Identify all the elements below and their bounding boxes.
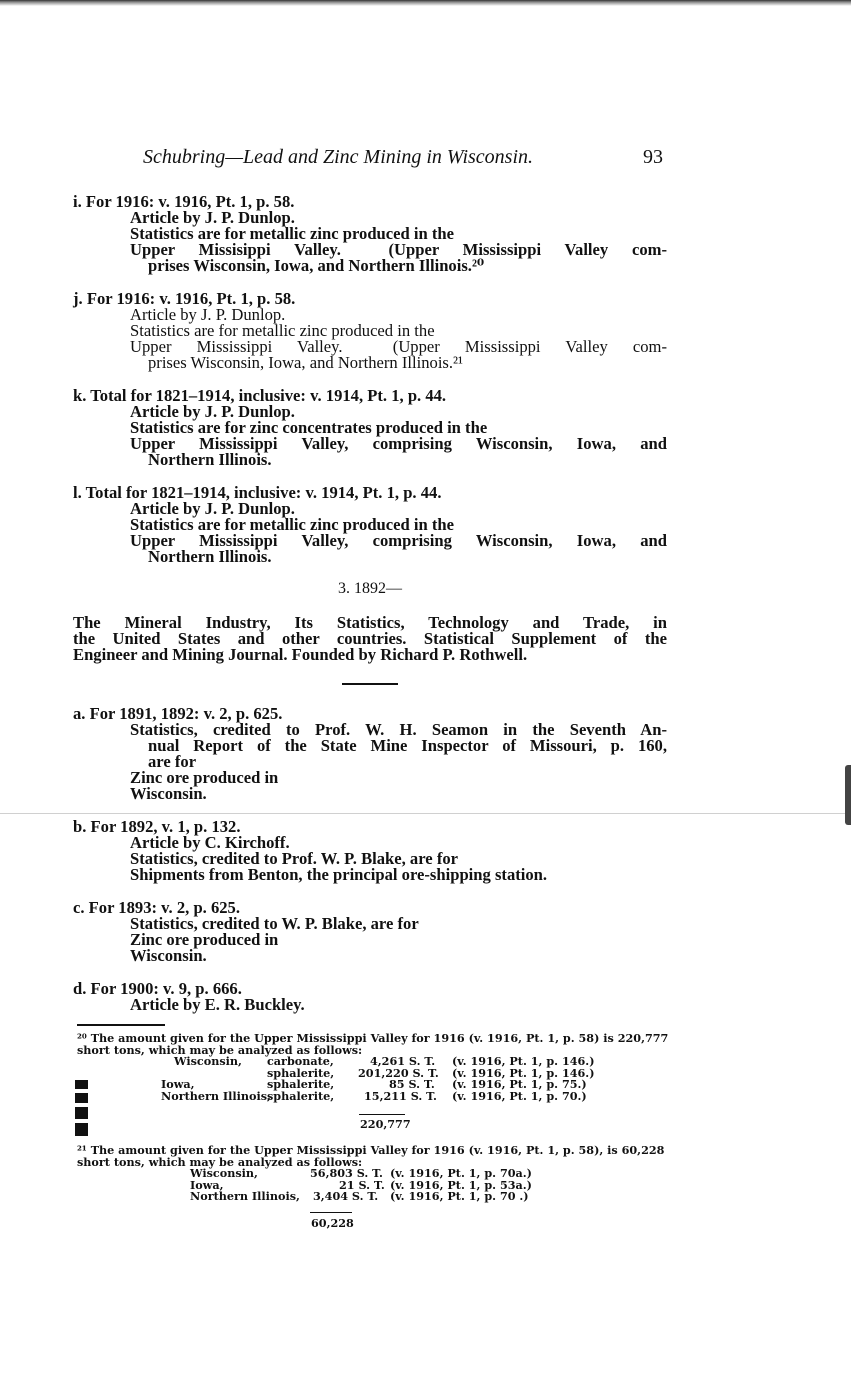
entry-line: Wisconsin. (130, 784, 207, 803)
page-body (73, 194, 667, 1013)
footnote-rule (77, 1024, 165, 1026)
entry-line: Statistics are for metallic zinc produced in the (130, 515, 454, 534)
sum-rule (359, 1114, 405, 1115)
list-item (73, 981, 667, 1013)
entry-line: Zinc ore produced in (130, 768, 279, 787)
footnote-table (77, 1054, 672, 1131)
entry-citation: l. Total for 1821–1914, inclusive: v. 1914, Pt. 1, p. 44. (73, 483, 442, 502)
entry-line: Upper Missisippi Valley. (Upper Mississippi Valley com- (130, 240, 667, 259)
entry-line: Upper Mississippi Valley, comprising Wisconsin, Iowa, and (130, 434, 667, 453)
entry-citation: k. Total for 1821–1914, inclusive: v. 1914, Pt. 1, p. 44. (73, 386, 447, 405)
footnote-20 (77, 1031, 672, 1131)
entry-line: Zinc ore produced in (130, 930, 279, 949)
table-cell: 4,261 S. T. (370, 1054, 436, 1068)
entry-line: Upper Mississippi Valley. (Upper Mississippi Valley com- (130, 337, 667, 356)
table-cell: 201,220 S. T. (358, 1065, 439, 1080)
table-cell: Iowa, (190, 1177, 224, 1192)
table-cell: (v. 1916, Pt. 1, p. 70 .) (390, 1189, 529, 1203)
entry-line: Article by J. P. Dunlop. (130, 402, 295, 421)
entry-line: Article by C. Kirchoff. (130, 833, 290, 852)
entry-line: Statistics are for zinc concentrates produced in the (130, 418, 488, 437)
entry-line: Northern Illinois. (148, 547, 272, 566)
entry-line: Shipments from Benton, the principal ore-shipping station. (130, 865, 548, 884)
footnote-21 (77, 1143, 672, 1230)
footnote-text: ²⁰ The amount given for the Upper Mississippi Valley for 1916 (v. 1916, Pt. 1, p. 58) is 220,777 (77, 1031, 669, 1045)
sum-rule (310, 1212, 352, 1213)
page-number: 93 (643, 146, 663, 168)
list-item (73, 819, 667, 883)
table-cell: Northern Illinois, (161, 1088, 271, 1103)
entry-line: Statistics, credited to Prof. W. H. Seamon in the Seventh An- (130, 720, 667, 739)
total-value: 60,228 (311, 1216, 354, 1230)
entry-citation: i. For 1916: v. 1916, Pt. 1, p. 58. (73, 192, 295, 211)
pub-line: The Mineral Industry, Its Statistics, Technology and Trade, in (73, 613, 667, 632)
table-cell: (v. 1916, Pt. 1, p. 146.) (452, 1065, 595, 1080)
total-value: 220,777 (360, 1117, 411, 1131)
pub-line: the United States and other countries. Statistical Supplement of the (73, 629, 667, 648)
scan-edge-mark (845, 765, 851, 825)
list-item (73, 291, 667, 371)
entry-line: Article by J. P. Dunlop. (130, 208, 295, 227)
list-item (73, 706, 667, 802)
footnote-table (77, 1166, 672, 1230)
entry-line: prises Wisconsin, Iowa, and Northern Illinois.²¹ (148, 353, 463, 372)
table-row (77, 1191, 672, 1203)
table-cell: 56,803 S. T. (310, 1166, 383, 1180)
list-item (73, 194, 667, 274)
list-item (73, 485, 667, 565)
table-row (77, 1088, 672, 1103)
entry-line: Article by J. P. Dunlop. (130, 499, 295, 518)
footnote-text: ²¹ The amount given for the Upper Mississippi Valley for 1916 (v. 1916, Pt. 1, p. 58), is 60,228 (77, 1143, 665, 1157)
entry-line: Article by J. P. Dunlop. (130, 305, 286, 324)
table-cell: carbonate, (267, 1054, 334, 1068)
table-cell: 15,211 S. T. (364, 1088, 437, 1103)
entry-line: are for (148, 752, 197, 771)
entry-citation: a. For 1891, 1892: v. 2, p. 625. (73, 704, 283, 723)
running-title: Schubring—Lead and Zinc Mining in Wisconsin. (143, 146, 533, 168)
pub-line: Engineer and Mining Journal. Founded by Richard P. Rothwell. (73, 645, 528, 664)
entry-line: nual Report of the State Mine Inspector of Missouri, p. 160, (148, 736, 667, 755)
entry-line: Statistics, credited to Prof. W. P. Blake, are for (130, 849, 459, 868)
table-cell: sphalerite, (267, 1077, 335, 1091)
publication-title (73, 615, 667, 663)
list-item (73, 900, 667, 964)
entry-citation: c. For 1893: v. 2, p. 625. (73, 898, 241, 917)
table-cell: 21 S. T. (339, 1177, 385, 1192)
entry-line: Wisconsin. (130, 946, 207, 965)
table-cell: (v. 1916, Pt. 1, p. 75.) (452, 1077, 587, 1091)
entry-line: prises Wisconsin, Iowa, and Northern Illinois.²⁰ (148, 256, 485, 275)
entry-line: Northern Illinois. (148, 450, 272, 469)
table-cell: 85 S. T. (389, 1077, 435, 1091)
entry-citation: b. For 1892, v. 1, p. 132. (73, 817, 241, 836)
scan-top-edge (0, 0, 851, 6)
footnote-text: short tons, which may be analyzed as follows: (77, 1154, 363, 1169)
table-cell: Northern Illinois, (190, 1189, 300, 1203)
footnote-text: short tons, which may be analyzed as follows: (77, 1042, 363, 1057)
entry-line: Statistics are for metallic zinc produced in the (130, 224, 454, 243)
table-cell: (v. 1916, Pt. 1, p. 53a.) (390, 1177, 532, 1192)
table-cell: (v. 1916, Pt. 1, p. 146.) (452, 1054, 595, 1068)
list-item (73, 388, 667, 468)
entry-line: Article by E. R. Buckley. (130, 995, 305, 1014)
entry-line: Statistics are for metallic zinc produced in the (130, 321, 435, 340)
table-cell: (v. 1916, Pt. 1, p. 70.) (452, 1088, 587, 1103)
table-cell: Wisconsin, (174, 1054, 242, 1068)
table-cell: Wisconsin, (190, 1166, 258, 1180)
page-header (143, 146, 663, 176)
section-divider (342, 683, 398, 685)
table-cell: sphalerite, (267, 1065, 335, 1080)
entry-citation: d. For 1900: v. 9, p. 666. (73, 979, 242, 998)
section-heading: 3. 1892— (338, 580, 402, 597)
table-cell: 3,404 S. T. (313, 1189, 379, 1203)
table-cell: sphalerite, (267, 1088, 335, 1103)
table-cell: Iowa, (161, 1077, 195, 1091)
entry-line: Statistics, credited to W. P. Blake, are for (130, 914, 419, 933)
entry-line: Upper Mississippi Valley, comprising Wisconsin, Iowa, and (130, 531, 667, 550)
entry-citation: j. For 1916: v. 1916, Pt. 1, p. 58. (73, 289, 296, 308)
margin-marks (75, 1080, 88, 1140)
table-cell: (v. 1916, Pt. 1, p. 70a.) (390, 1166, 532, 1180)
